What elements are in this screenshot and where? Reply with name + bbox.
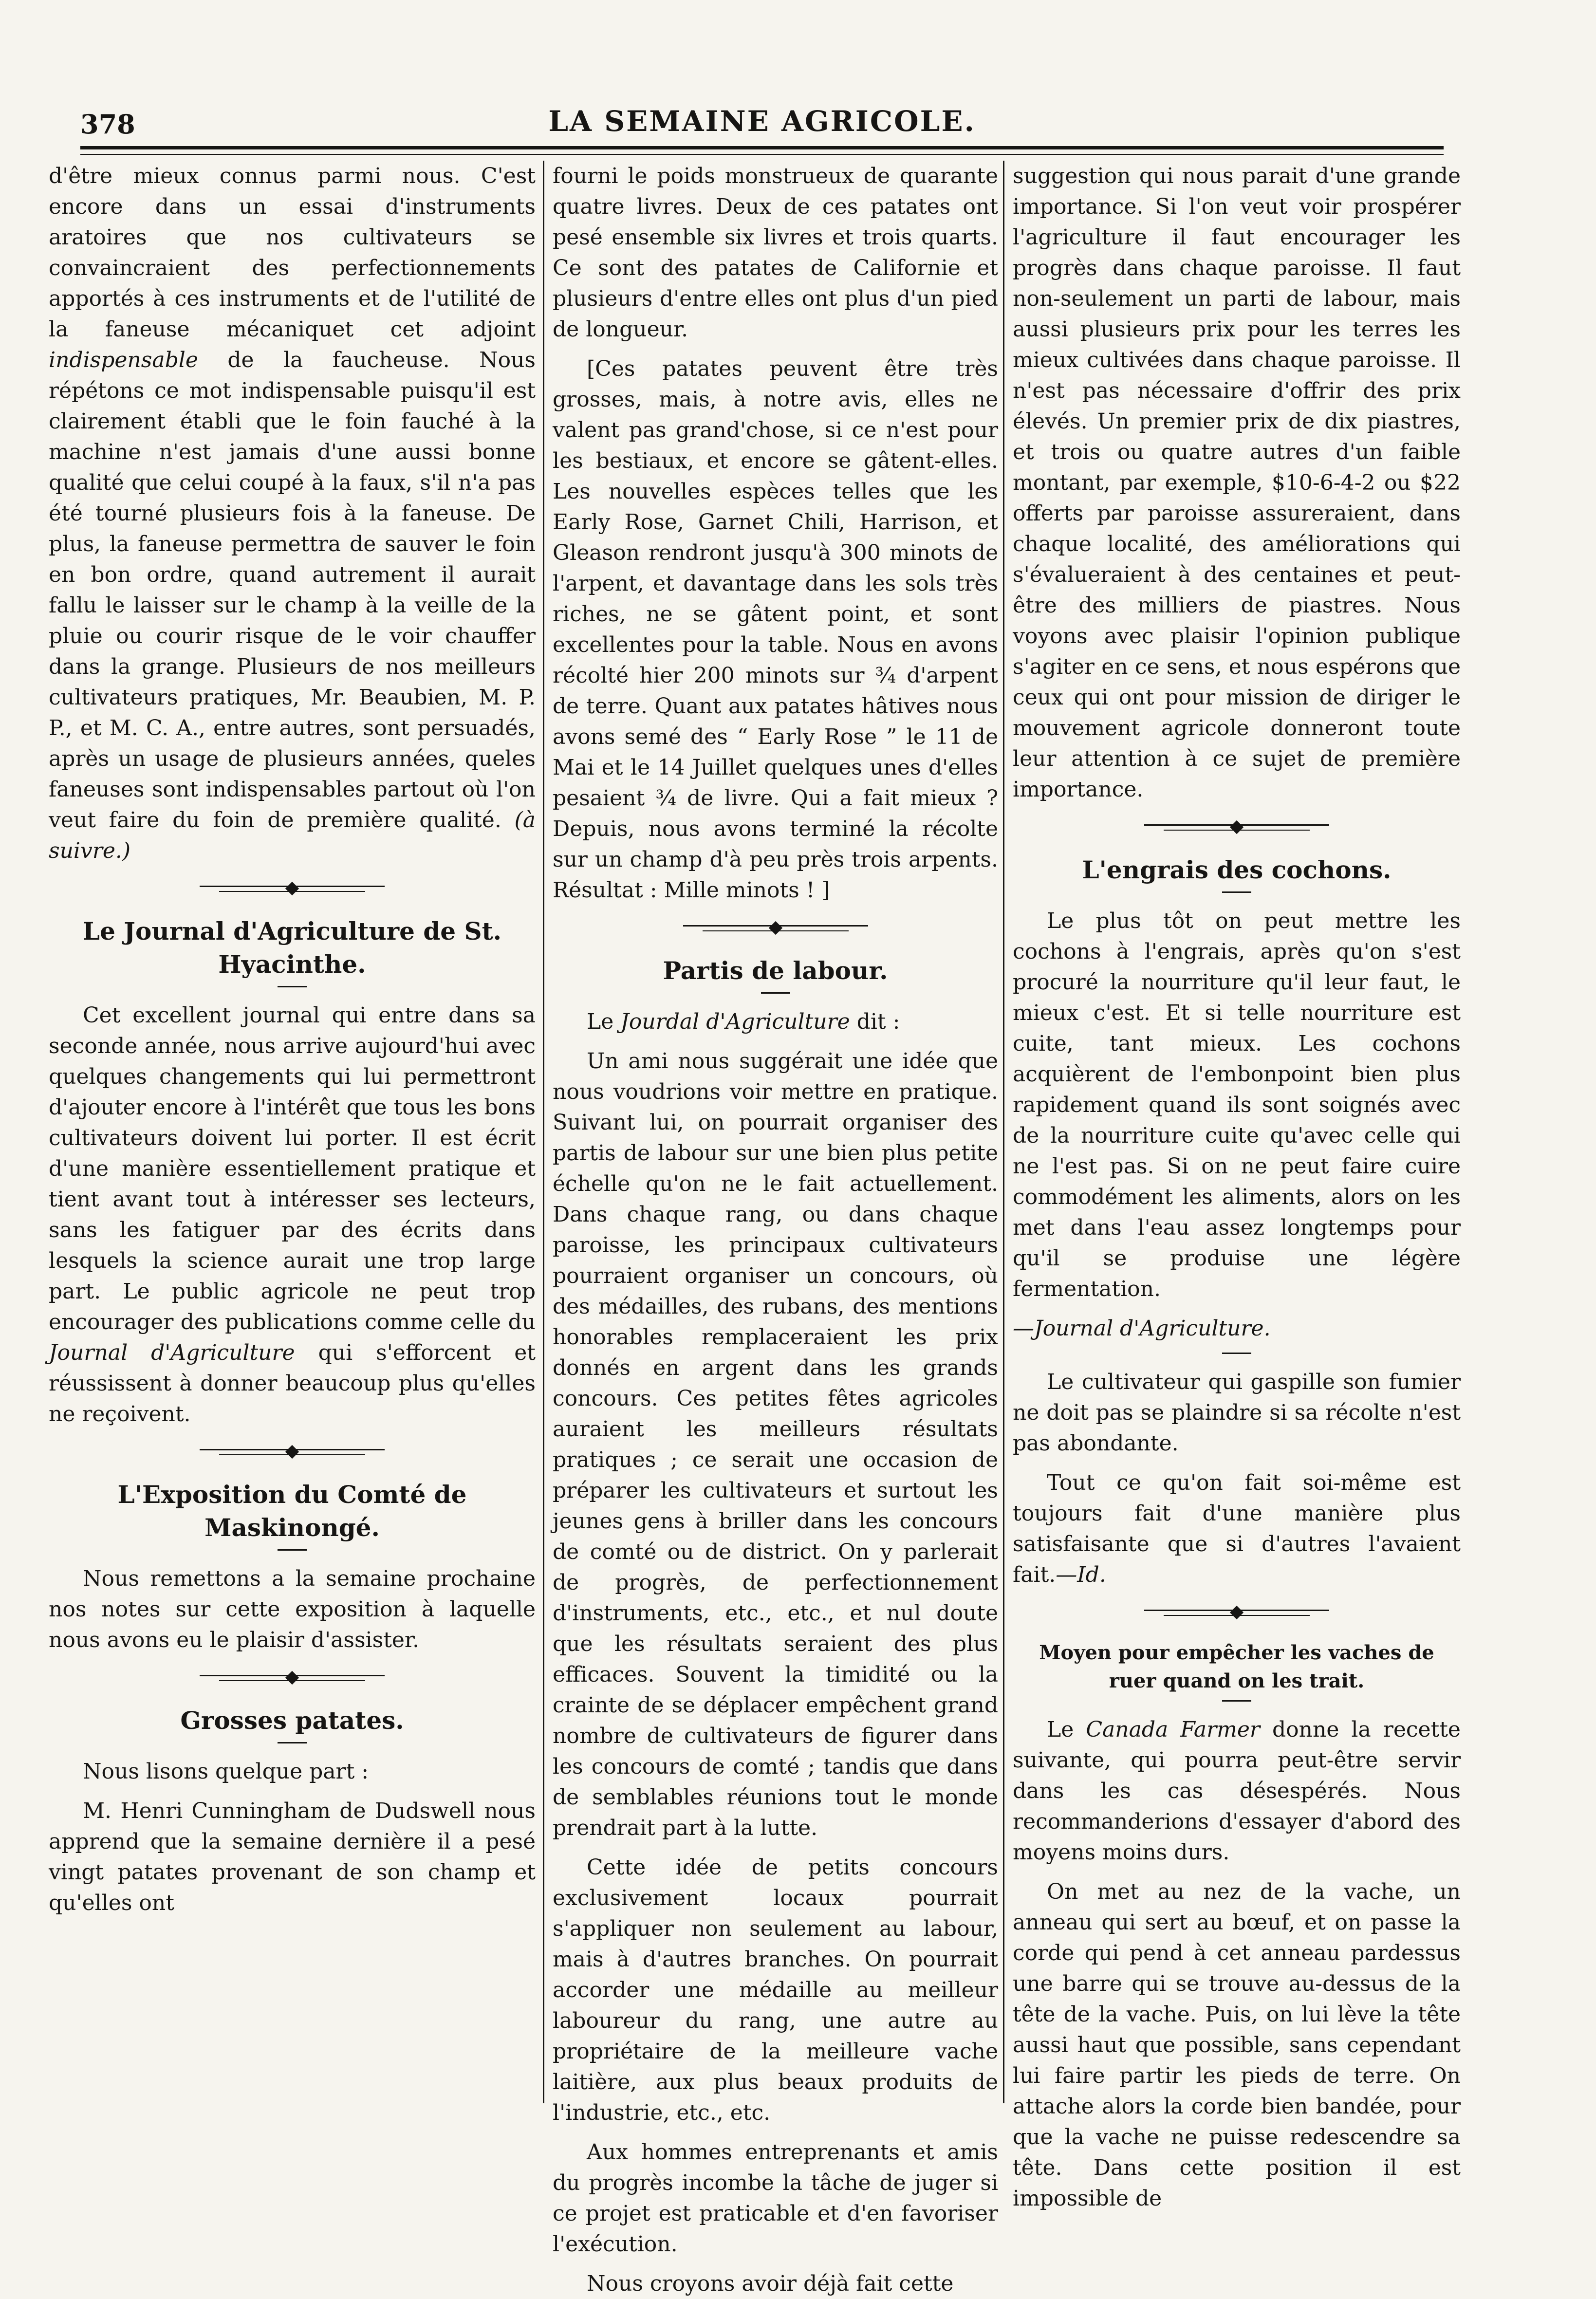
section-ornament — [1144, 1607, 1329, 1619]
text: Le — [587, 1009, 614, 1034]
source-text: —Id. — [1056, 1562, 1106, 1587]
article-heading: L'engrais des cochons. — [1082, 855, 1392, 884]
paragraph: Cette idée de petits concours exclusivement locaux pourrait s'appliquer non seulement au labour, mais à d'autres branches. On pourrait accorder une médaille au meilleur laboureur du rang, une autre au propriétaire de la meilleure vache laitière, aux plus beaux produits de l'industrie, etc., etc. — [553, 1855, 998, 2125]
source-text: —Journal d'Agriculture. — [1013, 1316, 1271, 1341]
short-rule — [1222, 1700, 1251, 1702]
short-rule — [1222, 891, 1251, 893]
italic-text: Canada Farmer — [1086, 1717, 1260, 1742]
short-rule — [1222, 1353, 1251, 1354]
paragraph: [Ces patates peuvent être très grosses, mais, à notre avis, elles ne valent pas grand'chose, si ce n'est pour les bestiaux, et encore se gâtent-elles. Les nouvelles espèces telles que les Early Rose, Garnet Chili, Harrison, et Gleason rendront jusqu'à 300 minots de l'arpent, et davantage dans les sols très riches, ne se gâtent point, et sont excellentes pour la table. Nous en avons récolté hier 200 minots sur ¾ d'arpent de terre. Quant aux patates hâtives nous avons semé des “ Early Rose ” le 11 de Mai et le 14 Juillet quelques unes d'elles pesaient ¾ de livre. Qui a fait mieux ? Depuis, nous avons terminé la récolte sur un champ d'à peu près trois arpents. Résultat : Mille minots ! ] — [553, 356, 998, 903]
header-rule — [80, 146, 1444, 149]
text: dit : — [856, 1009, 900, 1034]
short-rule — [278, 1549, 307, 1551]
page-number: 378 — [80, 109, 135, 140]
paragraph — [49, 161, 536, 866]
column-3 — [1013, 161, 1461, 2211]
short-rule — [761, 992, 790, 994]
paragraph: Le plus tôt on peut mettre les cochons à l'engrais, après qu'on s'est procuré la nourriture qu'il leur faut, le mieux c'est. Et si telle nourriture est cuite, tant mieux. Les cochons acquièrent de l'embonpoint bien plus rapidement quand ils sont soignés avec de la nourriture cuite qu'avec celle qui ne l'est pas. Si on ne peut faire cuire commodément les aliments, alors on les met dans l'eau assez longtemps pour qu'il se produise une légère fermentation. — [1013, 908, 1461, 1301]
article-heading: Grosses patates. — [180, 1706, 404, 1735]
text: qui s'efforcent et réussissent à donner beaucoup plus qu'elles ne reçoivent. — [49, 1340, 536, 1427]
section-ornament — [200, 1446, 385, 1459]
short-rule — [278, 986, 307, 987]
text: Cet excellent journal qui entre dans sa seconde année, nous arrive aujourd'hui avec quelques changements qui lui permettront d'ajouter encore à l'intérêt que tous les bons cultivateurs doivent lui porter. Il est écrit d'une manière essentiellement pratique et tient avant tout à intéresser ses lecteurs, sans les fatiguer par des écrits dans lesquels la science aurait une trop large part. Le public agricole ne peut trop encourager des publications comme celle du — [49, 1003, 536, 1335]
column-1 — [49, 161, 536, 2132]
article-heading: Moyen pour empêcher les vaches de ruer quand on les trait. — [1039, 1641, 1434, 1692]
paragraph: Nous remettons a la semaine prochaine nos notes sur cette exposition à laquelle nous avons eu le plaisir d'assister. — [49, 1566, 536, 1652]
section-ornament — [1144, 821, 1329, 834]
paragraph: Aux hommes entreprenants et amis du progrès incombe la tâche de juger si ce projet est praticable et d'en favoriser l'exécution. — [553, 2140, 998, 2257]
paragraph: Un ami nous suggérait une idée que nous voudrions voir mettre en pratique. Suivant lui, on pourrait organiser des partis de labour sur une bien plus petite échelle qu'on ne le fait actuellement. Dans chaque rang, ou dans chaque paroisse, les principaux cultivateurs pourraient organiser un concours, où des médailles, des rubans, des mentions honorables remplaceraient les prix donnés en argent dans les grands concours. Ces petites fêtes agricoles auraient les meilleurs résultats pratiques ; ce serait une occasion de préparer les cultivateurs et surtout les jeunes gens à briller dans les concours de comté ou de district. On y parlerait de progrès, de perfectionnement d'instruments, etc., etc., et nul doute que les résultats seraient des plus efficaces. Souvent la timidité ou la crainte de se déplacer empêchent grand nombre de cultivateurs de figurer dans les concours de comté ; tandis que dans de semblables réunions tout le monde prendrait part à la lutte. — [553, 1049, 998, 1840]
article-heading: Partis de labour. — [663, 956, 888, 985]
paragraph — [49, 1000, 536, 1429]
header-rule-thin — [80, 154, 1444, 155]
article-heading: Le Journal d'Agriculture de St. Hyacinthe. — [82, 917, 502, 979]
italic-text: indispensable — [49, 348, 198, 372]
text: donne la recette suivante, qui pourra peut-être servir dans les cas désespérés. Nous recommanderions d'essayer d'abord des moyens moins durs. — [1013, 1717, 1461, 1865]
text: Tout ce qu'on fait soi-même est toujours fait d'une manière plus satisfaisante que si d'autres l'avaient fait. — [1013, 1470, 1461, 1587]
paragraph — [1013, 1714, 1461, 1868]
section-ornament — [200, 883, 385, 895]
section-ornament — [683, 922, 868, 935]
paragraph — [553, 1006, 998, 1037]
text: de la faucheuse. Nous répétons ce mot indispensable puisqu'il est clairement établi que le foin fauché à la machine n'est jamais d'une aussi bonne qualité que celui coupé à la faux, s'il n'a pas été tourné plusieurs fois à la faneuse. De plus, la faneuse permettra de sauver le foin en bon ordre, quand autrement il aurait fallu le laisser sur le champ à la veille de la pluie ou courir risque de le voir chauffer dans la grange. Plusieurs de nos meilleurs cultivateurs pratiques, Mr. Beaubien, M. P. P., et M. C. A., entre autres, sont persuadés, après un usage de plusieurs années, queles faneuses sont indispensables partout où l'on veut faire du foin de première qualité. — [49, 348, 536, 833]
paragraph: Nous croyons avoir déjà fait cette — [587, 2271, 954, 2296]
article-heading: L'Exposition du Comté de Maskinongé. — [117, 1480, 467, 1542]
paragraph: On met au nez de la vache, un anneau qui sert au bœuf, et on passe la corde qui pend à cet anneau pardessus une barre qui se trouve au-dessus de la tête de la vache. Puis, on lui lève la tête aussi haut que possible, sans cependant lui faire partir les pieds de terre. On attache alors la corde bien bandée, pour que la vache ne puisse redescendre sa tête. Dans cette position il est impossible de — [1013, 1879, 1461, 2211]
column-rule-1 — [543, 161, 544, 2103]
section-ornament — [200, 1672, 385, 1685]
paragraph: Le cultivateur qui gaspille son fumier ne doit pas se plaindre si sa récolte n'est pas abondante. — [1013, 1370, 1461, 1456]
italic-text: Journal d'Agriculture — [49, 1340, 295, 1365]
text: d'être mieux connus parmi nous. C'est encore dans un essai d'instruments aratoires que nos cultivateurs se convaincraient des perfectionnements apportés à ces instruments et de l'utilité de la faneuse mécaniquet cet adjoint — [49, 164, 536, 342]
column-rule-2 — [1003, 161, 1004, 2103]
italic-text: Jourdal d'Agriculture — [620, 1009, 850, 1034]
continued-note: (à suivre.) — [49, 808, 536, 863]
running-title: LA SEMAINE AGRICOLE. — [548, 105, 976, 138]
source-line — [1013, 1313, 1461, 1344]
short-rule — [278, 1742, 307, 1743]
paragraph: fourni le poids monstrueux de quarante quatre livres. Deux de ces patates ont pesé ensemble six livres et trois quarts. Ce sont des patates de Californie et plusieurs d'entre elles ont plus d'un pied de longueur. — [553, 164, 998, 342]
column-2 — [553, 161, 998, 2296]
text: Le — [1047, 1717, 1074, 1742]
paragraph: M. Henri Cunningham de Dudswell nous apprend que la semaine dernière il a pesé vingt patates provenant de son champ et qu'elles ont — [49, 1798, 536, 1915]
paragraph: suggestion qui nous parait d'une grande importance. Si l'on veut voir prospérer l'agriculture il faut encourager les progrès dans chaque paroisse. Il faut non-seulement un parti de labour, mais aussi plusieurs prix pour les terres les mieux cultivées dans chaque paroisse. Il n'est pas nécessaire d'offrir des prix élevés. Un premier prix de dix piastres, et trois ou quatre autres d'un faible montant, par exemple, $10-6-4-2 ou $22 offerts par paroisse assureraient, dans chaque localité, des améliorations qui s'évalueraient à des centaines et peut-être des milliers de piastres. Nous voyons avec plaisir l'opinion publique s'agiter en ce sens, et nous espérons que ceux qui ont pour mission de diriger le mouvement agricole donneront toute leur attention à ce sujet de première importance. — [1013, 164, 1461, 802]
page-header — [80, 105, 1444, 148]
paragraph: Nous lisons quelque part : — [83, 1759, 369, 1784]
paragraph — [1013, 1467, 1461, 1590]
